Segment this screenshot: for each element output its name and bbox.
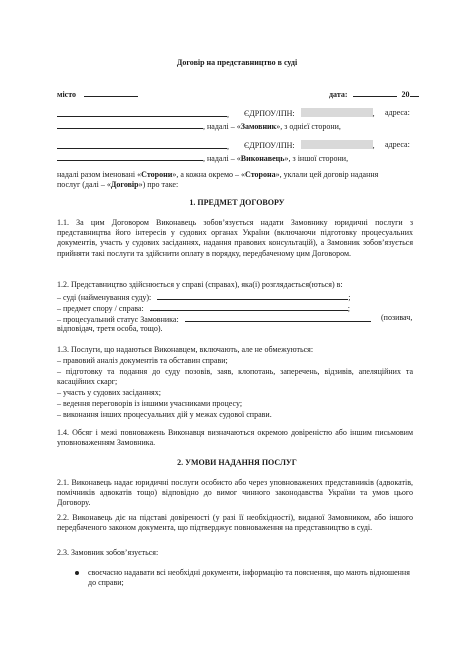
party1-ids: ЄДРПОУ/ІПН: , [244,109,375,118]
date-field[interactable] [353,88,397,97]
bullet-icon [75,571,79,575]
intro-paragraph: надалі разом іменовані «Сторони», а кожна окремо – «Сторона», уклали цей договір надання послуг (далі – «Договір») про таке: [57,170,379,190]
date-label: дата: [329,90,348,99]
party2-address-label: адреса: [385,140,410,149]
paragraph-1-3-intro: 1.3. Послуги, що надаються Виконавцем, включають, але не обмежуються: [57,345,314,354]
party2-name-field[interactable] [57,140,227,149]
court-label: – суді (найменування суду): [57,293,152,302]
court-field[interactable] [157,291,348,300]
section1-heading: 1. ПРЕДМЕТ ДОГОВОРУ [189,198,285,207]
year-label: 20 [401,90,410,99]
party2-line2 [57,152,348,164]
status-tail: (позивач, [381,313,413,322]
status-field[interactable] [185,313,371,322]
status-label: – процесуальний статус Замовника: [57,315,179,324]
party2-address-field[interactable] [57,152,203,161]
party2-tail-pre: , надалі – « [203,154,241,163]
list-item: – виконання інших процесуальних дій у межах судової справи. [57,410,272,419]
party1-line2 [57,120,341,132]
party1-edrpou-label: ЄДРПОУ/ІПН: [244,109,295,118]
status-tail2: відповідач, третя особа, тощо). [57,324,163,333]
list-item: – ведення переговорів із іншими учасниками процесу; [57,399,243,408]
list-item: – участь у судових засіданнях; [57,388,161,397]
year-field[interactable] [410,88,419,97]
court-row: – суді (найменування суду): ; [57,293,351,302]
paragraph-2-1: 2.1. Виконавець надає юридичні послуги особисто або через уповноважених представників (адвокатів, помічників адвокатів тощо) відповідно до вимог чинного законодавства України та умов цього Договору. [57,478,413,508]
party1-name-field[interactable] [57,108,227,117]
party1-role: Замовник [240,122,277,131]
party2-ids: ЄДРПОУ/ІПН: , [244,141,375,150]
subject-label: – предмет спору / справа: [57,304,144,313]
party2-edrpou-field[interactable] [301,140,373,149]
party1-line1: , [57,108,229,120]
paragraph-2-3: 2.3. Замовник зобов’язується: [57,548,159,557]
party2-edrpou-label: ЄДРПОУ/ІПН: [244,141,295,150]
paragraph-1-1: 1.1. За цим Договором Виконавець зобов’язується надати Замовнику юридичні послуги з представництва його інтересів у судових органах України (включаючи підготовку процесуальних документів, участь у судових засіданнях, надання правових консультацій), а Замовник зобов’язується прийняти такі послуги та здійснити оплату в порядку, передбаченому цим Договором. [57,218,413,258]
party2-line1: , [57,140,229,152]
document-title: Договір на представництво в суді [176,58,298,67]
paragraph-1-4: 1.4. Обсяг і межі повноважень Виконавця визначаються окремою довіреністю або іншим письмовим уповноваженням Замовника. [57,428,413,448]
subject-row: – предмет спору / справа: ; [57,304,350,313]
list-item: – правовий аналіз документів та обставин справи; [57,356,228,365]
city-row [57,88,138,100]
city-label: місто [57,90,77,99]
party1-tail-post: », з однієї сторони, [276,122,341,131]
party1-tail-pre: , надалі – « [203,122,241,131]
date-row [329,88,419,100]
bullet-item: своєчасно надавати всі необхідні документи, інформацію та пояснення, що мають відношення до справи; [88,568,410,588]
section2-heading: 2. УМОВИ НАДАННЯ ПОСЛУГ [177,458,297,467]
paragraph-2-2: 2.2. Виконавець діє на підставі довіреності (у разі її необхідності), виданої Замовником, або іншого передбаченого законом документа, що підтверджує повноваження на представництво в суді. [57,513,413,533]
city-field[interactable] [84,88,138,97]
party2-tail-post: », з іншої сторони, [284,154,349,163]
party1-address-label: адреса: [385,108,410,117]
subject-field[interactable] [150,302,348,311]
list-item: – підготовку та подання до суду позовів, заяв, клопотань, заперечень, відзивів, апеляційних та касаційних скарг; [57,367,413,387]
party1-address-field[interactable] [57,120,203,129]
paragraph-1-2-intro: 1.2. Представництво здійснюється у справі (справах), яка(і) розглядається(ються) в: [57,280,343,289]
party2-role: Виконавець [240,154,285,163]
party1-edrpou-field[interactable] [301,108,373,117]
